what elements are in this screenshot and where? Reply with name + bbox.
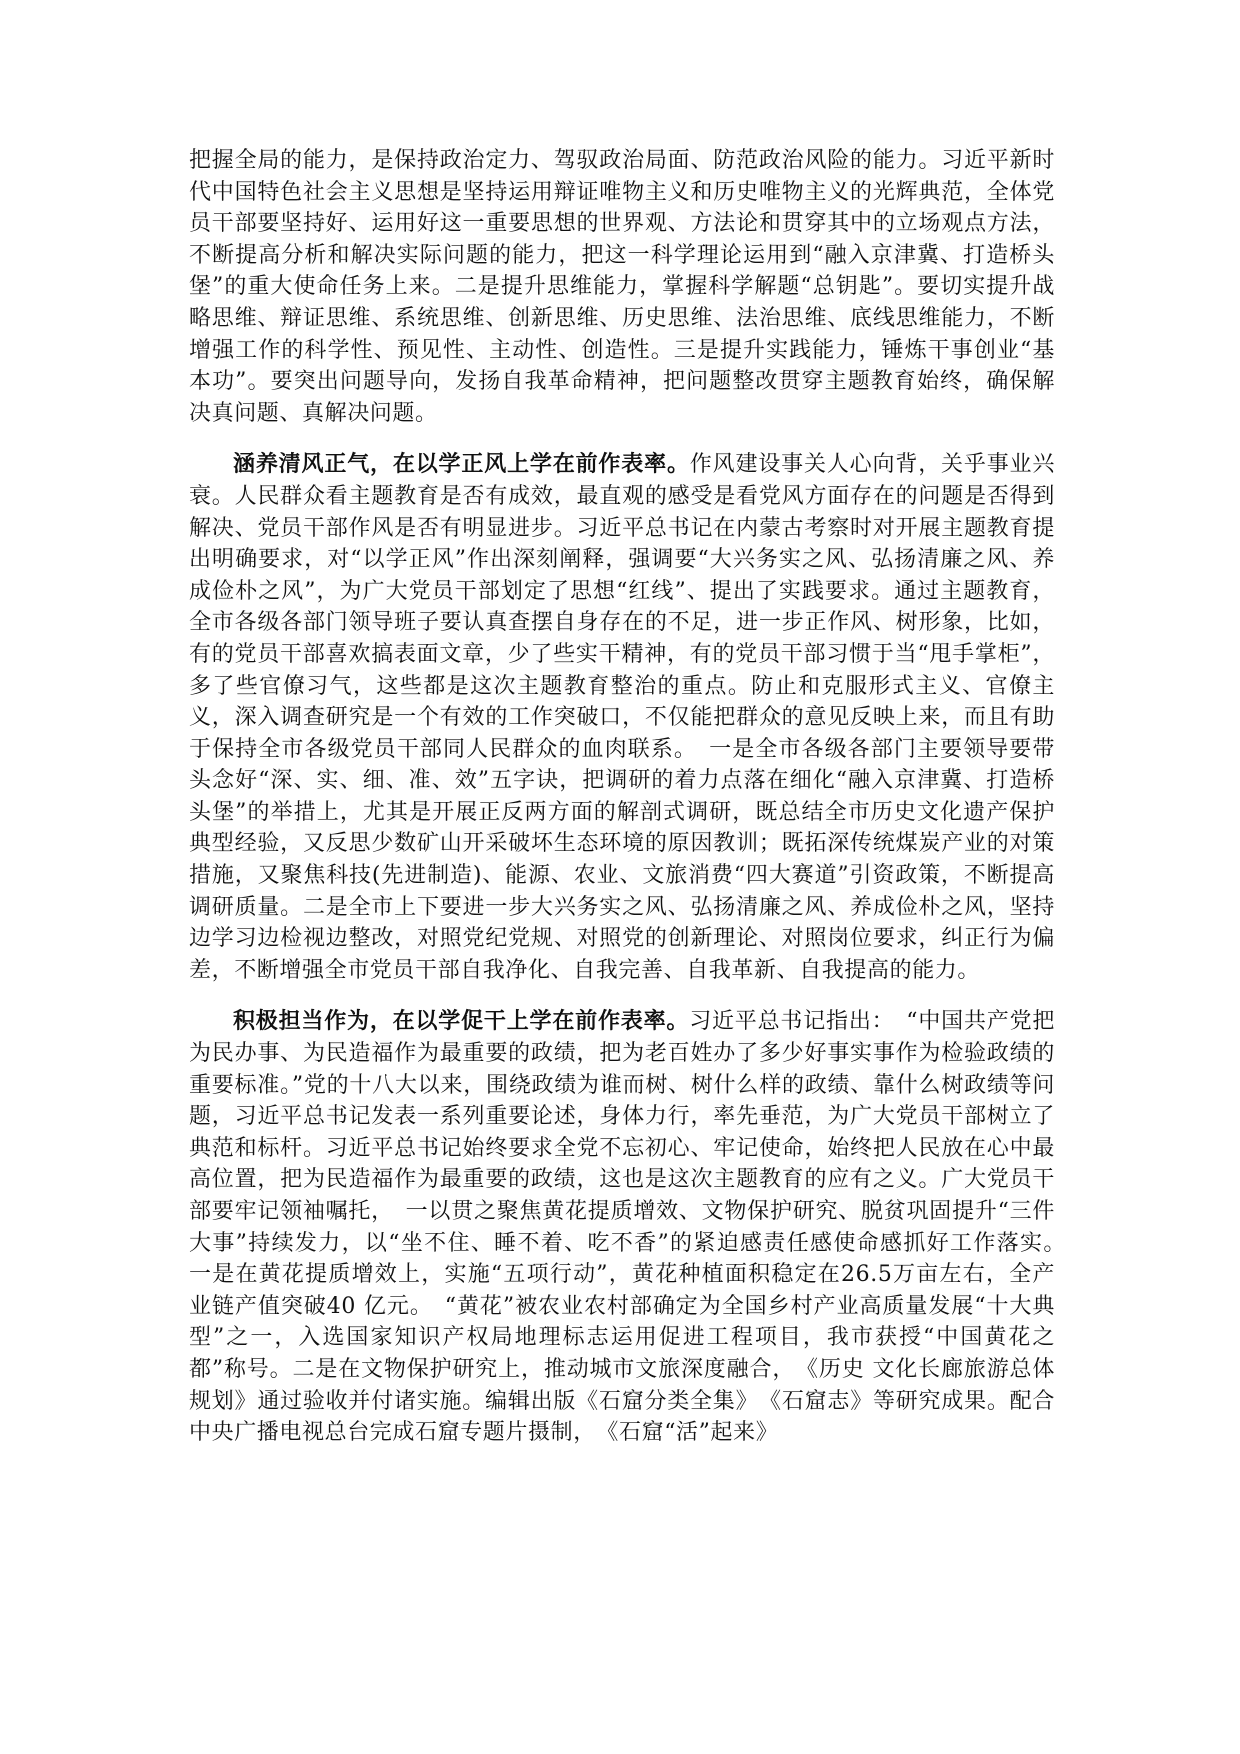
paragraph-3-text: 习近平总书记指出： “中国共产党把为民办事、为民造福作为最重要的政绩，把为老百姓办了多少好事实事作为检验政绩的重要标准。”党的十八大以来，围绕政绩为谁而树、树什么样的政绩、靠什么树政绩等问题，习近平总书记发表一系列重要论述，身体力行，率先垂范，为广大党员干部树立了典范和标杆。习近平总书记始终要求全党不忘初心、牢记使命，始终把人民放在心中最高位置，把为民造福作为最重要的政绩，这也是这次主题教育的应有之义。广大党员干部要牢记领袖嘱托， 一以贯之聚焦黄花提质增效、文物保护研究、脱贫巩固提升“三件大事”持续发力，以“坐不住、睡不着、吃不香”的紧迫感责任感使命感抓好工作落实。 一是在黄花提质增效上，实施“五项行动”，黄花种植面积稳定在26.5万亩左右，全产业链产值突破40 亿元。 “黄花”被农业农村部确定为全国乡村产业高质量发展“十大典型”之一，入选国家知识产权局地理标志运用促进工程项目，我市获授“中国黄花之都”称号。二是在文物保护研究上，推动城市文旅深度融合， 《历史 文化长廊旅游总体规划》通过验收并付诸实施。编辑出版《石窟分类全集》 《石窟志》等研究成果。配合中央广播电视总台完成石窟专题片摄制， 《石窟“活”起来》 — [189, 1009, 1078, 1446]
document-body — [189, 145, 1078, 1449]
paragraph-2-lead: 涵养清风正气，在以学正风上学在前作表率。 — [233, 451, 690, 478]
paragraph-1-text: 把握全局的能力，是保持政治定力、驾驭政治局面、防范政治风险的能力。习近平新时代中国特色社会主义思想是坚持运用辩证唯物主义和历史唯物主义的光辉典范，全体党员干部要坚持好、运用好这一重要思想的世界观、方法论和贯穿其中的立场观点方法，不断提高分析和解决实际问题的能力，把这一科学理论运用到“融入京津冀、打造桥头堡”的重大使命任务上来。二是提升思维能力，掌握科学解题“总钥匙”。要切实提升战略思维、辩证思维、系统思维、创新思维、历史思维、法治思维、底线思维能力，不断增强工作的科学性、预见性、主动性、创造性。三是提升实践能力，锤炼干事创业“基本功”。要突出问题导向，发扬自我革命精神，把问题整改贯穿主题教育始终，确保解决真问题、真解决问题。 — [189, 148, 1055, 426]
paragraph-1 — [189, 145, 1055, 429]
paragraph-3 — [189, 1006, 1078, 1448]
paragraph-2 — [189, 449, 1055, 986]
paragraph-gap — [189, 986, 1055, 1006]
paragraph-3-lead: 积极担当作为，在以学促干上学在前作表率。 — [233, 1008, 690, 1035]
paragraph-gap — [189, 429, 1055, 449]
paragraph-2-text: 作风建设事关人心向背，关乎事业兴衰。人民群众看主题教育是否有成效，最直观的感受是看党风方面存在的问题是否得到解决、党员干部作风是否有明显进步。习近平总书记在内蒙古考察时对开展主题教育提出明确要求，对“以学正风”作出深刻阐释，强调要“大兴务实之风、弘扬清廉之风、养成俭朴之风”，为广大党员干部划定了思想“红线”、提出了实践要求。通过主题教育，全市各级各部门领导班子要认真查摆自身存在的不足，进一步正作风、树形象，比如，有的党员干部喜欢搞表面文章，少了些实干精神，有的党员干部习惯于当“甩手掌柜”，多了些官僚习气，这些都是这次主题教育整治的重点。防止和克服形式主义、官僚主义，深入调查研究是一个有效的工作突破口，不仅能把群众的意见反映上来，而且有助于保持全市各级党员干部同人民群众的血肉联系。 一是全市各级各部门主要领导要带头念好“深、实、细、准、效”五字诀，把调研的着力点落在细化“融入京津冀、打造桥头堡”的举措上，尤其是开展正反两方面的解剖式调研，既总结全市历史文化遗产保护典型经验，又反思少数矿山开采破坏生态环境的原因教训；既拓深传统煤炭产业的对策措施，又聚焦科技(先进制造)、能源、农业、文旅消费“四大赛道”引资政策，不断提高调研质量。二是全市上下要进一步大兴务实之风、弘扬清廉之风、养成俭朴之风，坚持边学习边检视边整改，对照党纪党规、对照党的创新理论、对照岗位要求，纠正行为偏差，不断增强全市党员干部自我净化、自我完善、自我革新、自我提高的能力。 — [189, 452, 1055, 983]
